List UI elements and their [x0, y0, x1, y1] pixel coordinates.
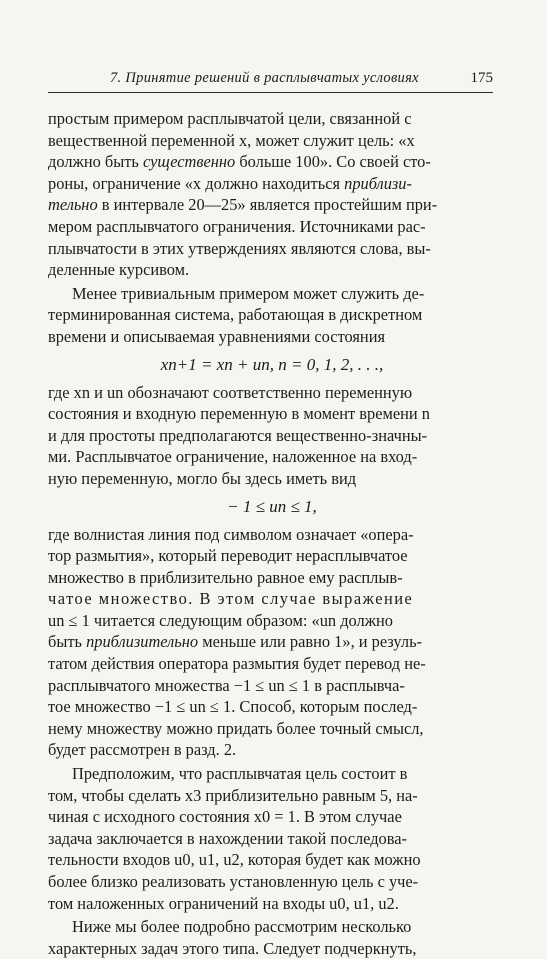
text-line: будет рассмотрен в разд. 2.: [48, 740, 237, 760]
emphasis: приблизи-: [344, 173, 412, 193]
text-line: где xn и un обозначают соответственно переменную: [48, 382, 413, 402]
text-line: чиная с исходного состояния x0 = 1. В этом случае: [48, 807, 402, 827]
text-run: в интервале 20—25» является простейшим при-: [97, 195, 438, 215]
text-line: ную переменную, могло бы здесь иметь вид: [48, 468, 357, 488]
text-line: деленные курсивом.: [48, 260, 190, 280]
text-run: должно быть: [48, 152, 143, 172]
emphasis: существенно: [142, 152, 236, 172]
emphasis: тельно: [48, 195, 98, 215]
formula-fuzzy-constraint: − 1 ≤ un ≤ 1,: [227, 496, 317, 516]
page-number: 175: [470, 70, 493, 86]
text-run: больше 100». Со своей сто-: [235, 152, 431, 172]
text-line: нему множеству можно придать более точный смысл,: [48, 718, 424, 738]
running-head: 7. Принятие решений в расплывчатых условиях: [110, 70, 419, 86]
body-text: [48, 108, 496, 959]
text-line: терминированная система, работающая в дискретном: [48, 305, 423, 325]
text-line: где волнистая линия под символом означает «опера-: [48, 524, 414, 544]
text-line: времени и описываемая уравнениями состояния: [48, 326, 386, 346]
text-line: состояния и входную переменную в момент времени n: [48, 404, 430, 424]
text-line: расплывчатого множества −1 ≤ un ≤ 1 в расплывча-: [48, 675, 405, 695]
formula-state-equation: xn+1 = xn + un, n = 0, 1, 2, . . .,: [160, 354, 384, 374]
text-line: тое множество −1 ≤ un ≤ 1. Способ, которым послед-: [48, 697, 418, 717]
text-run: быть: [48, 632, 87, 652]
text-line: и для простоты предполагаются вещественно-значны-: [48, 425, 428, 445]
text-line: том, чтобы сделать x3 приблизительно равным 5, на-: [48, 785, 418, 805]
text-line: характерных задач этого типа. Следует подчеркнуть,: [48, 938, 417, 958]
text-line: un ≤ 1 читается следующим образом: «un должно: [48, 610, 393, 630]
text-line: татом действия оператора размытия будет перевод не-: [48, 654, 426, 674]
text-line: более близко реализовать установленную цель с уче-: [48, 872, 419, 891]
text-line: чатое множество. В этом случае выражение: [48, 589, 414, 609]
text-line: Ниже мы более подробно рассмотрим несколько: [72, 917, 412, 937]
text-line: Предположим, что расплывчатая цель состоит в: [72, 764, 408, 784]
text-line: задача заключается в нахождении такой последова-: [48, 828, 408, 848]
text-line: [48, 173, 496, 195]
text-line: множество в приблизительно равное ему расплыв-: [48, 567, 403, 587]
text-line: мером расплывчатого ограничения. Источниками рас-: [48, 216, 426, 236]
text-line: тельности входов u0, u1, u2, которая будет как можно: [48, 850, 421, 870]
text-line: том наложенных ограничений на входы u0, u1, u2.: [48, 893, 399, 913]
text-line: ми. Расплывчатое ограничение, наложенное на вход-: [48, 447, 418, 467]
text-run: роны, ограничение «x должно находиться: [48, 173, 345, 193]
text-line: плывчатости в этих утверждениях являются слова, вы-: [48, 238, 431, 258]
text-line: [48, 194, 496, 216]
text-line: [48, 151, 496, 173]
text-line: вещественной переменной x, может служит цель: «x: [48, 130, 415, 150]
text-line: тор размытия», который переводит нерасплывчатое: [48, 546, 408, 566]
text-line: простым примером расплывчатой цели, связанной с: [48, 109, 412, 128]
text-line: [48, 631, 496, 653]
text-run: меньше или равно 1», и резуль-: [198, 632, 423, 652]
emphasis: приблизительно: [86, 632, 199, 652]
text-line: Менее тривиальным примером может служить де-: [72, 283, 425, 303]
page-header: [48, 70, 493, 93]
